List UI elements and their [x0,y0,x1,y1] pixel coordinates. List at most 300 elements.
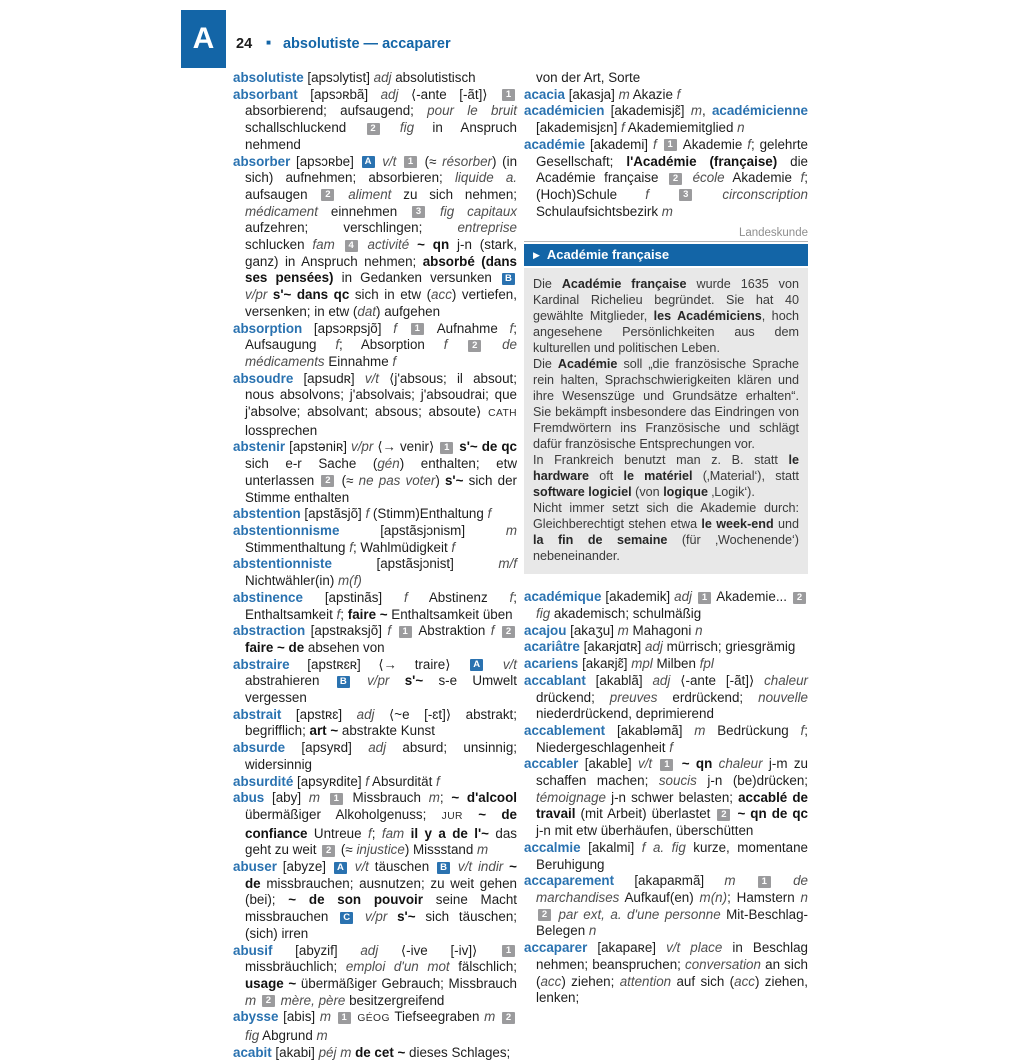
text: abstrakte Kunst [338,723,435,739]
text: , [701,103,712,119]
infobox-paragraph [533,356,799,452]
headword: accabler [524,756,579,772]
headword: abstenir [233,439,286,455]
usage-label: m [505,522,517,538]
entries-before-infobox [524,70,808,220]
dictionary-entry [233,590,517,623]
text: aufzehren; verschlingen; [245,220,458,236]
dictionary-entry [233,523,517,556]
text: j-n (stark, ganz) in Anspruch nehmen; [245,237,517,269]
usage-label: médicament [245,203,318,219]
text: von der Art, Sorte [536,70,641,85]
text [447,337,466,352]
right-column [524,70,808,1007]
sense-number-badge: 2 [321,189,334,201]
usage-label: f [621,120,625,136]
usage-label: m [316,1028,328,1044]
text: absolutistisch [391,70,476,85]
usage-label: fam [312,237,335,253]
usage-label: f [509,320,514,336]
grammar-letter-badge: A [470,659,483,671]
text: (≈ [419,153,443,169]
usage-label: chaleur [718,756,763,772]
sense-number-badge: 2 [717,809,730,821]
text: soll „die französische Sprache rein halten, Sprachschwierigkeiten klären und ihre Wesenszüge und Grundsätze erhalten“. Sie bekämpft insbesondere das Eindringen von Fremdwörtern ins Französische und schlägt dafür französische Entsprechungen vor. [533,357,799,452]
text: (≈ [337,842,357,858]
text: ; [439,790,452,806]
usage-label: f [387,623,392,639]
text: in Beschlag nehmen; beanspruchen; [536,940,808,972]
dictionary-entry [524,840,808,873]
usage-label: f [349,539,353,555]
usage-label: m [308,790,320,806]
text: [akaʀjɛ̃] [578,656,632,672]
headword: académie [524,136,586,152]
usage-label: gén [377,456,400,472]
usage-label: de médicaments [245,337,517,369]
page-header [236,36,451,52]
bold-text: s'~ de qc [455,439,518,455]
usage-label: m/f [498,556,517,572]
text: j-n (be)drücken; [696,773,808,789]
text: [akaʀjɑtʀ] [579,639,645,655]
text: missbrauchen; ausnutzen; zu weit gehen (bei); [245,875,517,908]
text: Abstinenz [407,589,510,605]
dictionary-entry [233,506,517,523]
text: (für ‚Wochenende‘) nebeneinander. [533,533,799,564]
text: aufsaugen [245,186,320,202]
text: ) ziehen, lenken; [536,973,808,1006]
text: ‚Logik‘). [707,485,755,500]
dictionary-entry [524,639,808,656]
sense-number-badge: 2 [538,909,551,921]
usage-label: f [365,506,370,522]
usage-label: f [392,353,397,369]
text: seine Macht missbrauchen [245,892,518,925]
text [649,187,677,202]
usage-label: entreprise [457,220,517,236]
text: ⟨-ive [-iv]⟩ [378,942,500,958]
usage-label: mpl [631,656,653,672]
bold-text: ~ d'alcool [451,790,517,806]
text: [akabi] [271,1044,319,1060]
text: Untreue [307,825,368,841]
text [382,120,400,135]
headword: absoudre [233,370,294,386]
text: Tiefseegraben [389,1009,485,1025]
text: übermäßiger Gebrauch; Missbrauch [296,975,517,991]
text: [akablã] [585,672,653,688]
text: [abyze] [276,859,332,875]
dictionary-entry [233,774,517,791]
sense-number-badge: 1 [664,139,677,151]
text: j-n mit etw überhäufen, überschütten [536,823,754,839]
usage-label: acc [540,973,562,989]
usage-label: adj [674,589,693,605]
entry-continuation [524,70,808,87]
text: ; Wahlmüdigkeit [352,539,452,555]
sense-number-badge: 1 [330,793,343,805]
bold-text: faire ~ de [245,639,305,655]
sense-number-badge: 3 [412,206,425,218]
text: sich in etw ( [349,287,432,303]
text: ; (Hoch)Schule [536,170,808,202]
text: [apstãsjõ] [300,506,366,522]
usage-label: f [393,320,397,336]
text: [akalmi] [580,839,642,855]
text: schlucken [245,237,313,253]
usage-label: m [319,1009,331,1025]
usage-label: fpl [699,656,714,672]
text [692,589,696,604]
headword: absolutiste [233,70,304,85]
left-column [233,70,517,1061]
dictionary-entry [233,439,517,506]
headword: abusif [233,942,273,958]
text [355,909,365,924]
bold-text: art ~ [309,723,339,739]
headword: absurde [233,740,286,756]
bold-text: s'~ dans qc [267,287,350,303]
grammar-letter-badge: A [362,156,375,168]
headword: acariens [524,656,579,672]
text [331,1009,336,1024]
usage-label: m [484,1009,496,1025]
text: [apstʀɛ] [281,706,357,722]
text: sich täuschen; (sich) irren [245,909,517,941]
usage-label: f [335,337,340,353]
bold-text: ~ de confiance [245,806,517,841]
text [495,623,500,638]
bold-text: s'~ [387,909,416,925]
bold-text: Académie française [561,277,687,292]
infobox-category-label: Landeskunde [524,227,808,242]
usage-label: mère, père [280,992,346,1008]
text: Die [533,357,558,372]
text: Akazie [629,86,677,102]
bold-text: de cet ~ [351,1044,406,1060]
headword: académicien [524,103,605,119]
sense-number-badge: 1 [411,323,424,335]
text: [akasja] [564,86,619,102]
bold-text: usage ~ [245,975,297,991]
usage-label: m [661,203,673,219]
usage-label: f [443,337,448,353]
usage-label: école [692,170,725,186]
text: Akademie... [713,589,791,605]
grammar-letter-badge: C [340,912,353,924]
usage-label: f [747,136,751,152]
infobox-title: Académie française [546,247,670,263]
usage-label: activité [367,237,410,253]
text: Mahagoni [628,622,696,638]
text: [apsɔlytist] [303,70,374,85]
usage-label: conversation [685,956,761,972]
usage-label: f [436,773,440,789]
usage-label: emploi d'un mot [345,959,450,975]
text: Stimmenthaltung [245,539,350,555]
text: drückend; [536,689,610,705]
usage-label: adj [380,86,399,102]
text: [abis] [278,1009,320,1025]
sense-number-badge: 2 [468,340,481,352]
text: in Anspruch nehmend [245,120,517,152]
text: [apstãsjɔnist] [331,556,499,572]
text: [aby] [264,790,309,806]
sense-number-badge: 1 [404,156,417,168]
text: ; Absorption [339,337,444,353]
text: Missbrauch [344,790,429,806]
bold-text: les Académiciens [653,309,762,324]
text: [akabləmã] [605,722,695,738]
text: Die [533,277,562,292]
text [657,137,662,152]
text: fälschlich; [449,959,517,975]
dictionary-entry [524,589,808,622]
text [336,187,348,202]
bold-text: la fin de semaine [533,533,668,548]
usage-label: résorber [442,153,493,169]
usage-label: v/t [364,370,379,386]
text [773,873,793,888]
text [396,154,402,169]
headword: acariâtre [524,639,580,655]
infobox-paragraph [533,452,799,500]
usage-label: n [737,120,745,136]
usage-label: f [404,589,408,605]
usage-label: f [487,506,492,522]
triangle-icon: ▶ [533,250,540,261]
usage-label: aliment [348,186,392,202]
usage-label: chaleur [764,672,809,688]
headword: absurdité [233,773,294,789]
text: (mit Arbeit) überlastet [575,806,716,822]
text: ) enthalten; etw unterlassen [245,456,517,488]
dictionary-entry [524,137,808,221]
bold-text: faire ~ [347,606,388,622]
usage-label: f a. fig [641,839,686,855]
headword: académicienne [711,103,808,119]
text: an sich ( [536,956,808,989]
headword: accablement [524,722,606,738]
usage-label: v/pr [367,673,390,689]
text [391,623,396,638]
usage-label: ne pas voter [358,472,436,488]
headword: accaparer [524,940,588,956]
usage-label: m [245,992,257,1008]
sense-number-badge: 1 [440,442,453,454]
usage-label: m(f) [338,573,362,589]
headword: académique [524,589,602,605]
usage-label: acc [431,287,452,303]
usage-label: f [652,136,657,152]
usage-label: injustice [356,842,405,858]
text: [apstinãs] [302,589,404,605]
text: Bedrückung [705,722,801,738]
text: [apsɔʀbe] [290,153,360,169]
dictionary-entry [524,723,808,756]
page-number: 24 [236,36,253,52]
bold-text: ~ de [245,859,517,891]
usage-label: f [336,606,341,622]
text: in Gedanken versunken [333,270,500,286]
text: die Académie française [536,153,808,186]
text [427,204,440,219]
dictionary-entry [233,556,517,589]
usage-label: v/t [637,756,653,772]
text: ; gelehrte Gesellschaft; [536,136,808,169]
text: absorbierend; aufsaugend; [245,103,428,119]
text: Aufkauf(en) [619,889,700,905]
usage-label: de marchandises [536,873,808,905]
text [483,337,502,352]
usage-label: v/t [502,656,517,672]
dictionary-entry [233,859,517,943]
text: [abyzif] [272,942,361,958]
text: ; Enthaltsamkeit [245,589,517,622]
text: Enthaltsamkeit üben [387,606,513,622]
usage-label: fig [245,1028,260,1044]
text: Aufnahme [425,320,510,336]
usage-label: v/pr [351,439,374,455]
bold-text: le hardware [533,453,799,484]
dictionary-entry [233,1045,517,1061]
headword: acabit [233,1044,272,1060]
sense-number-badge: 2 [502,1012,515,1024]
text: Abstraktion [413,623,491,639]
text [736,873,756,888]
sense-number-badge: 1 [698,592,711,604]
text [320,790,328,805]
text: täuschen [368,859,436,875]
headword: accalmie [524,839,581,855]
usage-label: f [676,86,681,102]
headword: absorbant [233,86,298,102]
headword: acacia [524,86,565,102]
usage-label: témoignage [536,789,606,805]
text: sich der Stimme enthalten [245,472,518,505]
dictionary-entry [233,371,517,440]
usage-label: fig [536,606,551,622]
usage-label: adj [368,740,387,756]
text: j-n schwer belasten; [605,789,739,805]
headword: abstraction [233,623,306,639]
sense-number-badge: 1 [399,626,412,638]
bold-text: le matériel [623,469,693,484]
text: lossprechen [245,422,318,438]
dictionary-entry [524,940,808,1007]
dictionary-entry [233,87,517,154]
text: [akademisjɛ̃] [604,103,691,119]
text: j-m zu schaffen machen; [536,756,808,789]
usage-label: f [451,539,456,555]
headword: abstentionniste [233,556,332,572]
dictionary-entry [524,756,808,840]
entries-after-infobox [524,589,808,1007]
text: erdrückend; [657,689,759,705]
headword: abstention [233,506,301,522]
text: [akademi] [585,136,653,152]
infobox-body [524,268,808,574]
text: (‚Material‘), statt [692,469,799,484]
text: dieses Schlages; [405,1044,511,1060]
headword: absorption [233,320,303,336]
subject-label: CATH [488,408,517,420]
text: ; Hamstern [727,889,801,905]
usage-label: adj [356,706,375,722]
bold-text: absorbé (dans ses pensées) [245,253,517,286]
dictionary-entry [524,673,808,723]
text: oft [589,469,624,484]
text: ) Missstand [404,842,478,858]
usage-label: adj [652,672,671,688]
text: Akademie [678,136,748,152]
text: ; Niedergeschlagenheit [536,722,808,755]
bold-text: ~ qn [675,756,713,772]
text: [apsɔʀpsjõ] [302,320,394,336]
bold-text: ~ qn de qc [732,806,808,822]
usage-label: fig [399,120,415,136]
headword: accaparement [524,873,615,889]
usage-label: n [695,622,703,638]
usage-label: f [645,186,650,202]
usage-label: m [724,873,736,889]
dictionary-entry [233,943,517,1010]
text: ) (in sich) aufnehmen; absorbieren; [245,153,518,186]
usage-label: n [588,923,597,939]
text: Nichtwähler(in) [245,573,339,589]
infobox-paragraph [533,276,799,356]
usage-label: v/t place [666,940,723,956]
grammar-letter-badge: B [502,273,515,285]
usage-label: preuves [609,689,658,705]
sense-number-badge: 2 [322,845,335,857]
text: das geht zu weit [245,825,517,858]
headword: accablant [524,672,586,688]
usage-label: m(n) [699,889,728,905]
sense-number-badge: 1 [758,876,771,888]
headword: abstrait [233,706,282,722]
dictionary-entry [524,103,808,136]
text: wurde 1635 von Kardinal Richelieu begründet. Sie hat 40 gewählte Mitglieder, [533,277,799,324]
usage-label: adj [373,70,392,85]
usage-label: v/t indir [457,859,504,875]
bold-text: il y a de l'~ [404,825,489,841]
usage-label: m [617,622,629,638]
bold-text: software logiciel [533,485,632,500]
text [352,673,367,688]
usage-label: fam [381,825,405,841]
dictionary-entry [233,740,517,773]
usage-label: adj [644,639,663,655]
usage-label: f [800,170,805,186]
letter-tab: A [181,10,226,68]
text: schallschluckend [245,120,365,136]
text: absurd; unsinnig; widersinnig [245,740,517,772]
dictionary-entry [233,321,517,371]
bold-text: accablé de travail [536,789,808,822]
text: [apsyʀd] [285,740,369,756]
headword: abuser [233,859,277,875]
text [256,993,260,1008]
sense-number-badge: 2 [321,475,334,487]
text: ; Aufsaugung [245,320,517,353]
dictionary-entry [524,656,808,673]
text: Nicht immer setzt sich die Akademie durch: Gleichberechtigt stehen etwa [533,501,799,532]
text [335,237,343,252]
headword: abstinence [233,589,303,605]
usage-label: nouvelle [758,689,809,705]
